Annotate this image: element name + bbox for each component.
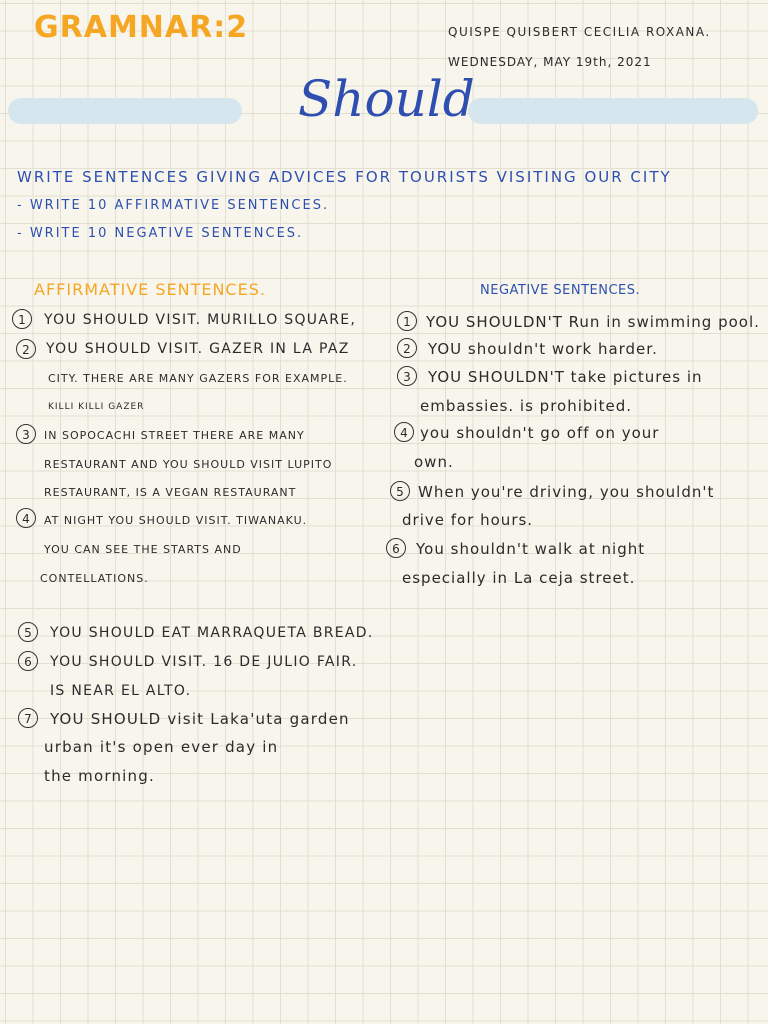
affirmative-line: YOU SHOULD VISIT. GAZER IN LA PAZ [46, 341, 350, 357]
affirmative-line: IS NEAR EL ALTO. [50, 683, 192, 699]
affirmative-line: CITY. THERE ARE MANY GAZERS FOR EXAMPLE. [48, 372, 348, 385]
affirmative-heading: AFFIRMATIVE SENTENCES. [34, 280, 266, 299]
negative-line: drive for hours. [402, 511, 534, 529]
affirmative-line: AT NIGHT YOU SHOULD VISIT. TIWANAKU. [44, 514, 308, 527]
instruction-main: WRITE SENTENCES GIVING ADVICES FOR TOURISTS VISITING OUR CITY [17, 168, 672, 186]
instruction-affirmative: - WRITE 10 AFFIRMATIVE SENTENCES. [17, 198, 330, 213]
negative-line: especially in La ceja street. [402, 569, 636, 587]
affirmative-number: 2 [16, 339, 36, 359]
instruction-negative: - WRITE 10 NEGATIVE SENTENCES. [17, 226, 304, 241]
negative-line: you shouldn't go off on your [420, 424, 660, 442]
affirmative-number: 3 [16, 424, 36, 444]
negative-line: You shouldn't walk at night [416, 540, 646, 558]
affirmative-line: YOU CAN SEE THE STARTS AND [44, 543, 242, 556]
negative-line: own. [414, 453, 454, 471]
negative-number: 4 [394, 422, 414, 442]
negative-line: When you're driving, you shouldn't [418, 483, 715, 501]
affirmative-number: 5 [18, 622, 38, 642]
affirmative-line: RESTAURANT, IS A VEGAN RESTAURANT [44, 486, 297, 499]
page-title: GRAMNAR:2 [34, 10, 249, 45]
affirmative-number: 7 [18, 708, 38, 728]
affirmative-line: the morning. [44, 767, 155, 785]
author-name: QUISPE QUISBERT CECILIA ROXANA. [448, 25, 711, 39]
affirmative-number: 6 [18, 651, 38, 671]
highlight-bar-left [8, 98, 242, 124]
negative-number: 1 [397, 311, 417, 331]
highlight-bar-right [468, 98, 758, 124]
affirmative-number: 4 [16, 508, 36, 528]
negative-number: 2 [397, 338, 417, 358]
negative-line: YOU shouldn't work harder. [428, 340, 658, 358]
affirmative-line: YOU SHOULD EAT MARRAQUETA BREAD. [50, 625, 374, 641]
affirmative-line: YOU SHOULD VISIT. 16 DE JULIO FAIR. [50, 654, 358, 670]
negative-line: embassies. is prohibited. [420, 397, 632, 415]
negative-number: 3 [397, 366, 417, 386]
affirmative-line: YOU SHOULD visit Laka'uta garden [50, 710, 350, 728]
negative-heading: NEGATIVE SENTENCES. [480, 283, 641, 298]
negative-line: YOU SHOULDN'T take pictures in [428, 368, 703, 386]
affirmative-line: YOU SHOULD VISIT. MURILLO SQUARE, [44, 312, 357, 328]
affirmative-line: RESTAURANT AND YOU SHOULD VISIT LUPITO [44, 458, 333, 471]
affirmative-line: urban it's open ever day in [44, 738, 279, 756]
lesson-heading: Should [298, 70, 475, 128]
negative-number: 6 [386, 538, 406, 558]
negative-number: 5 [390, 481, 410, 501]
affirmative-number: 1 [12, 309, 32, 329]
affirmative-line: IN SOPOCACHI STREET THERE ARE MANY [44, 429, 305, 442]
date-text: WEDNESDAY, MAY 19th, 2021 [448, 55, 652, 69]
negative-line: YOU SHOULDN'T Run in swimming pool. [426, 313, 760, 331]
affirmative-line: KILLI KILLI GAZER [48, 402, 145, 412]
affirmative-line: CONTELLATIONS. [40, 572, 149, 585]
